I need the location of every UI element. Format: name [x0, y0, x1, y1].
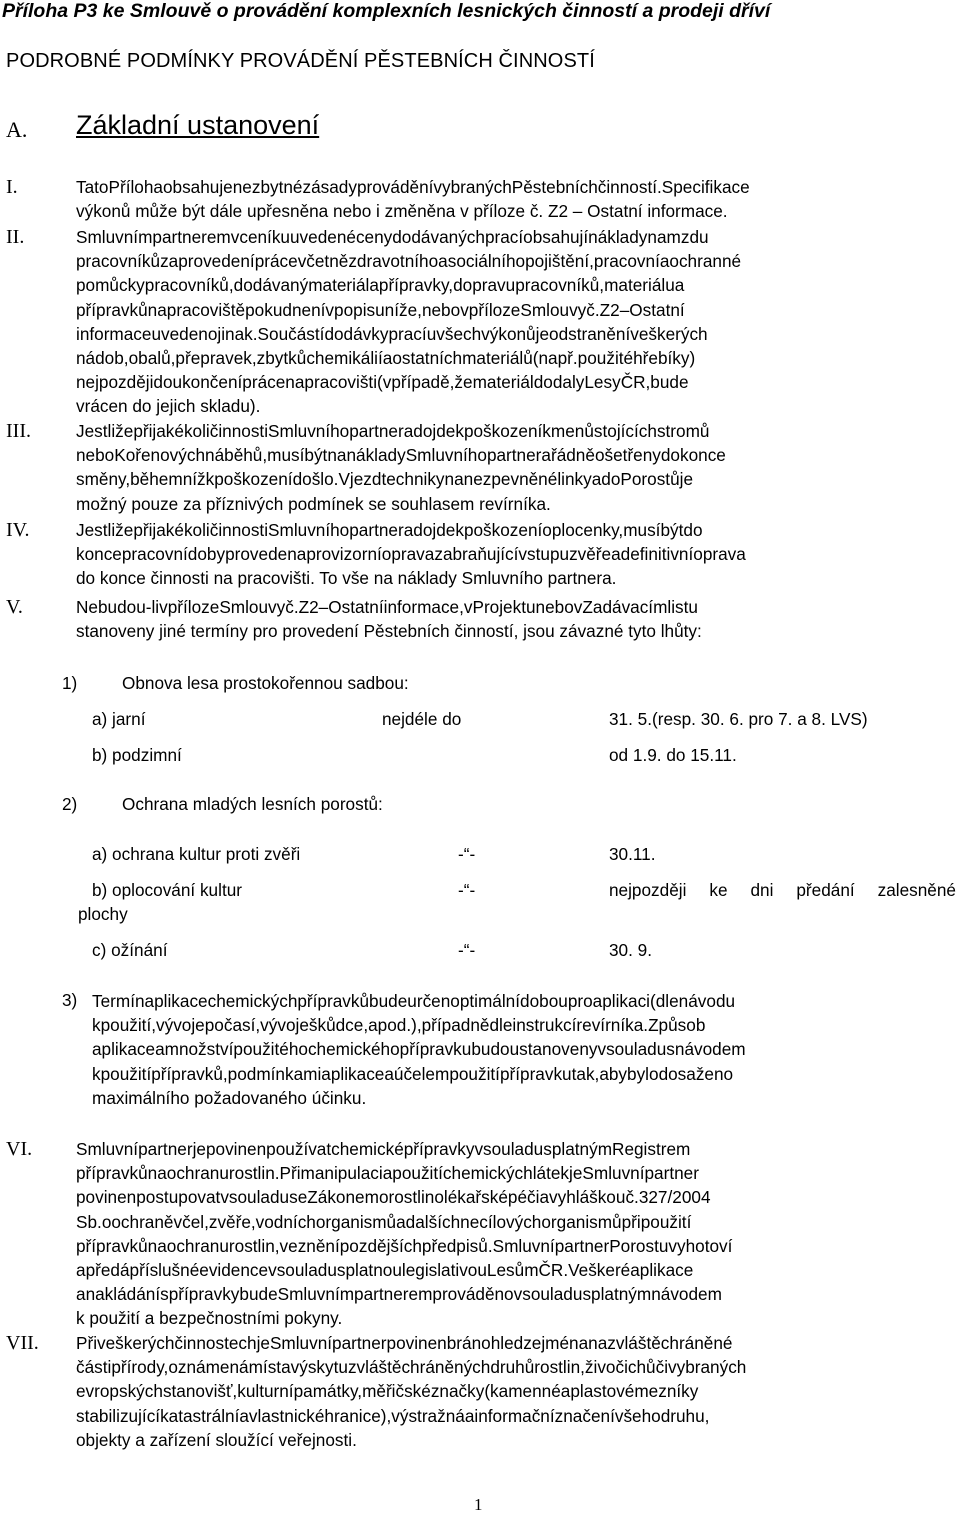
- item-number: V.: [6, 596, 23, 618]
- paragraph-line: pomůckypracovníků,dodávanýmateriálapřípravky,dopravupracovníků,materiálua: [76, 275, 685, 296]
- paragraph-line: přípravkůnapracovištěpokudnenívpopisuníže,nebovpřílozeSmlouvyč.Z2–Ostatní: [76, 299, 685, 320]
- paragraph-line: maximálního požadovaného účinku.: [92, 1087, 367, 1108]
- paragraph-line: JestližepřijakékoličinnostiSmluvníhopartneradojdekpoškozeníkmenůstojícíchstromů: [76, 421, 710, 441]
- paragraph-line: JestližepřijakékoličinnostiSmluvníhopartneradojdekpoškozeníoplocenky,musíbýtdo: [76, 520, 703, 540]
- paragraph-line: vrácen do jejich skladu).: [76, 396, 261, 417]
- group-paragraph: [92, 989, 956, 1110]
- paragraph-line: směny,běhemnížkpoškozenídošlo.VjezdtechnikynanezpevněnélinkyadoPorostůje: [76, 469, 694, 490]
- item-number: IV.: [6, 519, 30, 541]
- group-title: Ochrana mladých lesních porostů:: [122, 794, 383, 814]
- paragraph-line: povinenpostupovatvsouladuseZákonemorostlinolékařsképéčiavyhláškouč.327/2004: [76, 1187, 711, 1208]
- paragraph-line: možný pouze za příznivých podmínek se souhlasem revírníka.: [76, 493, 551, 514]
- paragraph-line: Smluvnímpartneremvceníkuuvedenécenydodávanýchpracíobsahujínákladynamzdu: [76, 227, 709, 247]
- paragraph-line: SmluvnípartnerjepovinenpoužívatchemicképřípravkyvsouladusplatnýmRegistrem: [76, 1139, 691, 1159]
- paragraph-line: PřiveškerýchčinnostechjeSmluvnípartnerpovinenbránohledzejménanazvláštěchráněné: [76, 1333, 733, 1353]
- paragraph-line: anakládáníspřípravkybudeSmluvnímpartneremprováděnovsouladusplatnýmnávodem: [76, 1284, 722, 1305]
- paragraph-line: objekty a zařízení sloužící veřejnosti.: [76, 1429, 357, 1450]
- paragraph-line: výkonů může být dále upřesněna nebo i změněna v příloze č. Z2 – Ostatní informace.: [76, 201, 728, 222]
- group-number: 1): [62, 673, 78, 693]
- deadline-label-continuation: plochy: [78, 904, 128, 924]
- group-number: 3): [62, 990, 78, 1010]
- deadline-value: [609, 880, 956, 901]
- group-title: Obnova lesa prostokořennou sadbou:: [122, 673, 409, 693]
- item-paragraph: [76, 1137, 956, 1331]
- item-number: VII.: [6, 1332, 39, 1354]
- deadline-value: 30. 9.: [609, 940, 653, 960]
- item-paragraph: [76, 175, 956, 223]
- paragraph-line: do konce činnosti na pracovišti. To vše na náklady Smluvního partnera.: [76, 568, 617, 589]
- deadline-label: a) jarní: [92, 709, 146, 729]
- item-paragraph: [76, 419, 956, 516]
- deadline-value-text: nejpozději ke dni předání zalesněné: [609, 880, 956, 900]
- page-number: 1: [474, 1495, 483, 1514]
- group-number: 2): [62, 794, 78, 814]
- paragraph-line: Nebudou-livpřílozeSmlouvyč.Z2–Ostatníinformace,vProjektunebovZadávacímlistu: [76, 597, 698, 617]
- document-title: Příloha P3 ke Smlouvě o provádění komplexních lesnických činností a prodeji dříví: [2, 0, 771, 22]
- paragraph-line: apředápříslušnéevidencevsouladusplatnoulegislativouLesůmČR.Veškeréaplikace: [76, 1259, 694, 1280]
- paragraph-line: koncepracovnídobyprovedenaprovizorníopravazabraňujícívstupuzvěřeadefinitivníoprava: [76, 544, 746, 565]
- item-paragraph: [76, 1331, 956, 1452]
- deadline-mid: -“-: [458, 940, 476, 960]
- deadline-value: 30.11.: [609, 844, 656, 864]
- item-paragraph: [76, 518, 956, 591]
- document-subtitle: PODROBNÉ PODMÍNKY PROVÁDĚNÍ PĚSTEBNÍCH ČINNOSTÍ: [6, 50, 595, 72]
- paragraph-line: stanoveny jiné termíny pro provedení Pěstebních činností, jsou závazné tyto lhůty:: [76, 621, 702, 642]
- paragraph-line: kpoužitípřípravků,podmínkamiaplikaceaúčelempoužitípřípravkutak,abybylodosaženo: [92, 1063, 734, 1084]
- item-number: VI.: [6, 1138, 33, 1160]
- deadline-mid: -“-: [458, 880, 476, 900]
- paragraph-line: Sb.oochraněvčel,zvěře,vodníchorganismůadalšíchnecílovýchorganismůpřipoužití: [76, 1211, 692, 1232]
- deadline-label: b) podzimní: [92, 745, 182, 765]
- paragraph-line: pracovníkůzaprovedeníprácevčetnězdravotníhoasociálníhopojištění,pracovníaochranné: [76, 251, 742, 272]
- deadline-label: c) ožínání: [92, 940, 168, 960]
- paragraph-line: TatoPřílohaobsahujenezbytnézásadyprováděnívybranýchPěstebníchčinností.Specifikace: [76, 177, 750, 197]
- paragraph-line: neboKořenovýchnáběhů,musíbýtnanákladySmluvníhopartnerařádněošetřenydokonce: [76, 445, 726, 466]
- paragraph-line: informaceuvedenojinak.Součástídodávkypracíuvšechvýkonůjeodstraněníveškerých: [76, 323, 708, 344]
- deadline-label: b) oplocování kultur: [92, 880, 242, 900]
- paragraph-line: částipřírody,oznámenámístavýskytuzvláštěchráněnýchdruhůrostlin,živočichůčivybraných: [76, 1357, 747, 1378]
- paragraph-line: k použití a bezpečnostními pokyny.: [76, 1308, 343, 1329]
- item-number: III.: [6, 420, 31, 442]
- paragraph-line: přípravkůnaochranurostlin.PřimanipulaciapoužitíchemickýchlátekjeSmluvnípartner: [76, 1163, 699, 1184]
- paragraph-line: evropskýchstanovišť,kulturnípamátky,měřičskéznačky(kamennéaplastovémezníky: [76, 1381, 699, 1402]
- item-number: I.: [6, 176, 18, 198]
- paragraph-line: stabilizujícíkatastrálníavlastnickéhranice),výstražnáainformačníznačenívšehodruhu,: [76, 1405, 710, 1426]
- paragraph-line: kpoužití,vývojepočasí,vývoješkůdce,apod.),případnědleinstrukcírevírníka.Způsob: [92, 1015, 706, 1036]
- section-label: A.: [6, 117, 28, 142]
- deadline-mid: nejdéle do: [382, 709, 462, 729]
- deadline-value: od 1.9. do 15.11.: [609, 745, 737, 765]
- paragraph-line: nádob,obalů,přepravek,zbytkůchemikáliíaostatníchmateriálů(např.použitéhřebíky): [76, 347, 696, 368]
- deadline-mid: -“-: [458, 844, 476, 864]
- section-title: Základní ustanovení: [76, 110, 320, 140]
- item-paragraph: [76, 595, 956, 643]
- paragraph-line: Termínaplikacechemickýchpřípravkůbudeurčenoptimálnídobouproaplikaci(dlenávodu: [92, 991, 736, 1011]
- paragraph-line: nejpozdějidoukončeníprácenapracovišti(vpřípadě,žemateriáldodalyLesyČR,bude: [76, 372, 689, 393]
- deadline-value: 31. 5.(resp. 30. 6. pro 7. a 8. LVS): [609, 709, 868, 729]
- paragraph-line: přípravkůnaochranurostlin,vezněnípozdějšíchpředpisů.SmluvnípartnerPorostuvyhotoví: [76, 1235, 733, 1256]
- paragraph-line: aplikaceamnožstvípoužitéhochemickéhopřípravkubudoustanovenyvsouladusnávodem: [92, 1039, 746, 1060]
- item-number: II.: [6, 226, 25, 248]
- deadline-label: a) ochrana kultur proti zvěři: [92, 844, 301, 864]
- item-paragraph: [76, 225, 956, 419]
